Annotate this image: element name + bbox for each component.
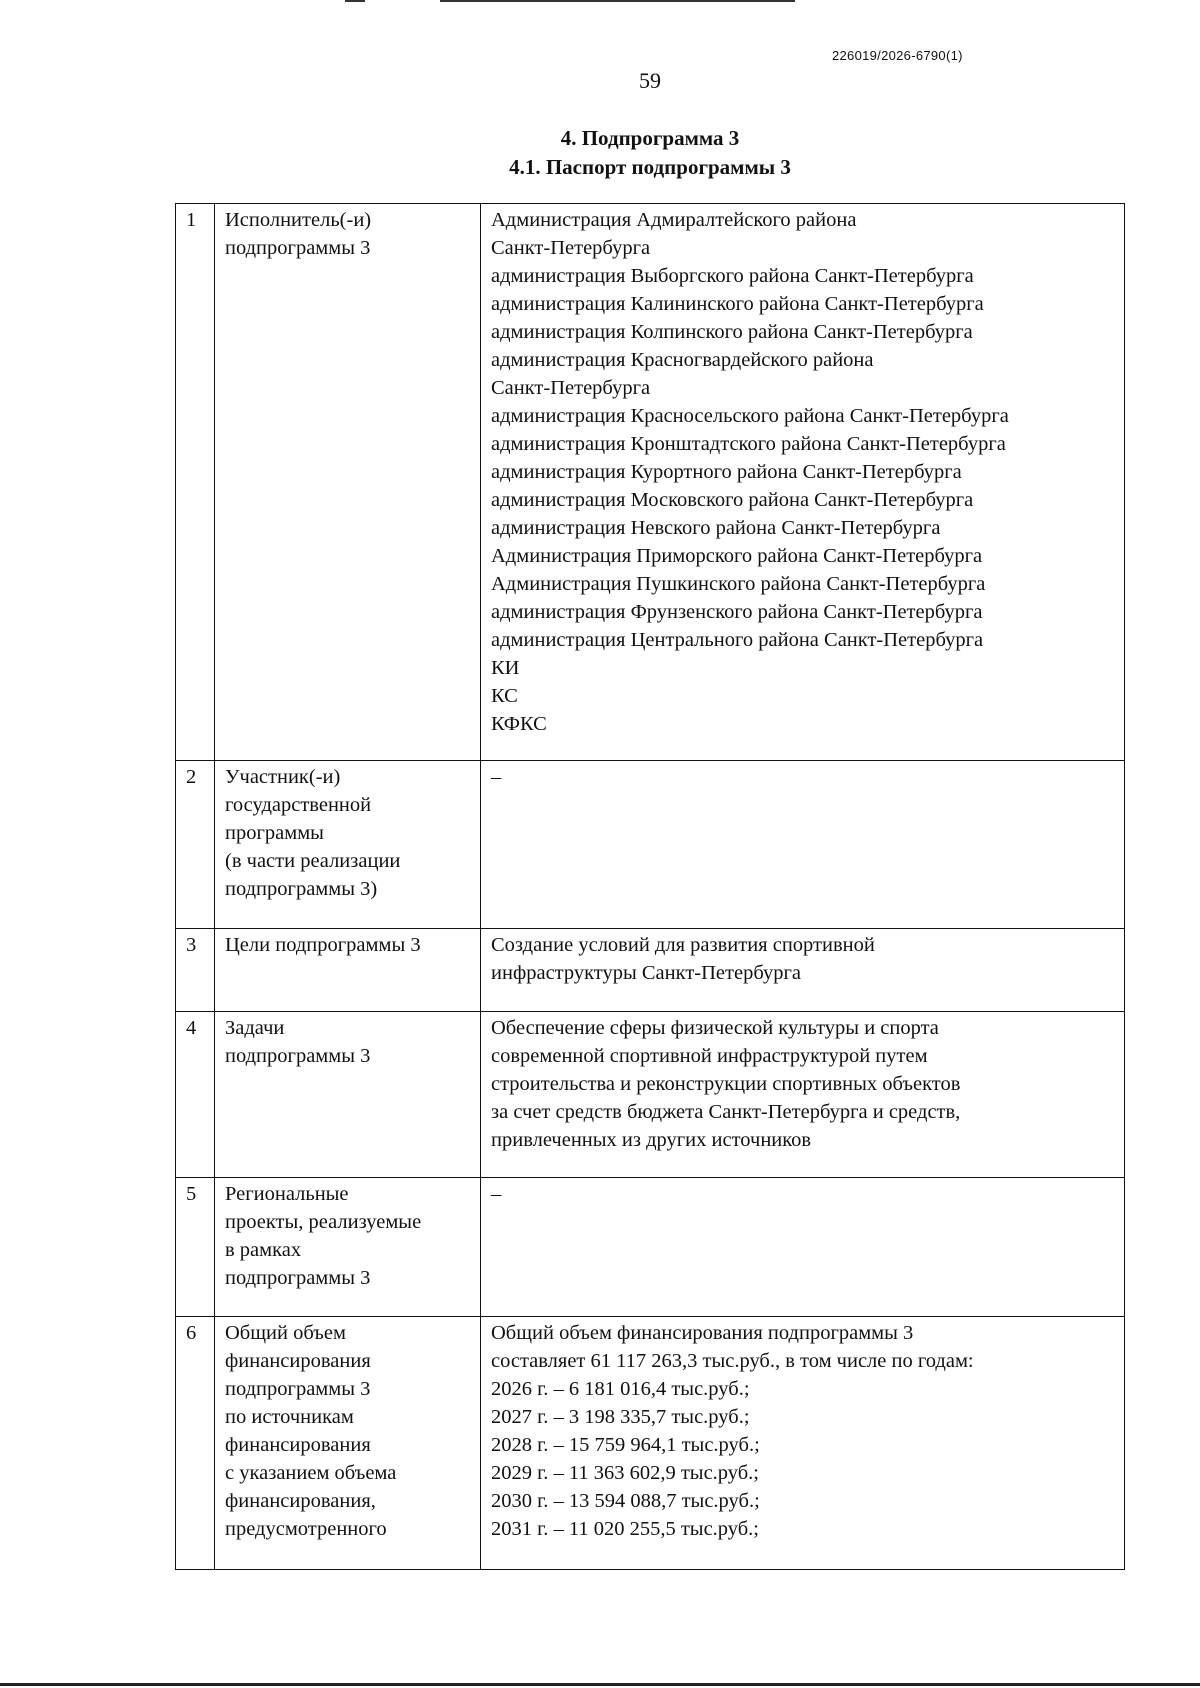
table-row — [176, 1178, 1125, 1317]
table-row — [176, 929, 1125, 1012]
row-value-line: 2030 г. – 13 594 088,7 тыс.руб.; — [491, 1490, 760, 1512]
row-value-line: современной спортивной инфраструктурой путем — [491, 1045, 928, 1067]
row-label — [215, 204, 481, 761]
row-value-line: Санкт-Петербурга — [491, 237, 651, 259]
row-value-line: строительства и реконструкции спортивных объектов — [491, 1073, 961, 1095]
row-value-line: составляет 61 117 263,3 тыс.руб., в том числе по годам: — [491, 1350, 974, 1372]
row-label-line: по источникам — [225, 1406, 354, 1428]
table-row — [176, 761, 1125, 929]
passport-table — [175, 203, 1125, 1570]
row-label-line: Общий объем — [225, 1322, 346, 1344]
row-value — [481, 204, 1125, 761]
row-value-line: администрация Курортного района Санкт-Петербурга — [491, 461, 962, 483]
row-label-line: подпрограммы 3 — [225, 1267, 371, 1289]
row-label-line: (в части реализации — [225, 850, 401, 872]
row-label-line: Региональные — [225, 1183, 349, 1205]
row-value-line: 2027 г. – 3 198 335,7 тыс.руб.; — [491, 1406, 750, 1428]
row-label-line: Исполнитель(-и) — [225, 209, 372, 231]
row-value — [481, 1178, 1125, 1317]
row-value-line: администрация Центрального района Санкт-Петербурга — [491, 629, 984, 651]
scan-edge-line — [440, 0, 795, 2]
row-number: 2 — [176, 761, 215, 929]
row-label-line: государственной — [225, 794, 372, 816]
row-label — [215, 1012, 481, 1178]
row-label-line: подпрограммы 3) — [225, 878, 378, 900]
row-value-line: КС — [491, 685, 518, 707]
row-value-line: КФКС — [491, 713, 547, 735]
row-label-line: Задачи — [225, 1017, 285, 1039]
row-label-line: предусмотренного — [225, 1518, 387, 1540]
row-number: 4 — [176, 1012, 215, 1178]
row-value-line: администрация Выборгского района Санкт-Петербурга — [491, 265, 974, 287]
row-number: 5 — [176, 1178, 215, 1317]
row-label-line: Цели подпрограммы 3 — [225, 934, 421, 956]
row-value-line: 2031 г. – 11 020 255,5 тыс.руб.; — [491, 1518, 760, 1540]
row-label-line: программы — [225, 822, 324, 844]
row-label-line: Участник(-и) — [225, 766, 341, 788]
row-label-line: с указанием объема — [225, 1462, 397, 1484]
row-value-line: администрация Красногвардейского района — [491, 349, 874, 371]
row-value-line: администрация Невского района Санкт-Петербурга — [491, 517, 941, 539]
row-value-line: Администрация Приморского района Санкт-Петербурга — [491, 545, 983, 567]
row-value-line: Санкт-Петербурга — [491, 377, 651, 399]
row-value-line: – — [491, 1183, 502, 1205]
row-number: 6 — [176, 1317, 215, 1570]
row-value-line: Администрация Пушкинского района Санкт-Петербурга — [491, 573, 986, 595]
table-row — [176, 1012, 1125, 1178]
row-label-line: финансирования — [225, 1350, 371, 1372]
row-label-line: подпрограммы 3 — [225, 1378, 371, 1400]
row-label — [215, 761, 481, 929]
row-value-line: – — [491, 766, 502, 788]
row-value-line: Администрация Адмиралтейского района — [491, 209, 857, 231]
document-id: 226019/2026-6790(1) — [832, 48, 963, 63]
row-label — [215, 1317, 481, 1570]
row-value-line: администрация Московского района Санкт-Петербурга — [491, 489, 974, 511]
page-number: 59 — [639, 68, 661, 93]
row-value-line: Общий объем финансирования подпрограммы 3 — [491, 1322, 914, 1344]
row-label-line: финансирования — [225, 1434, 371, 1456]
row-value-line: привлеченных из других источников — [491, 1129, 812, 1151]
row-value-line: Обеспечение сферы физической культуры и спорта — [491, 1017, 939, 1039]
row-value-line: Создание условий для развития спортивной — [491, 934, 875, 956]
table-row — [176, 1317, 1125, 1570]
row-value-line: инфраструктуры Санкт-Петербурга — [491, 962, 801, 984]
row-value-line: администрация Кронштадтского района Санкт-Петербурга — [491, 433, 1006, 455]
row-value-line: администрация Колпинского района Санкт-Петербурга — [491, 321, 973, 343]
passport-heading: 4.1. Паспорт подпрограммы 3 — [509, 155, 791, 179]
row-value-line: КИ — [491, 657, 520, 679]
row-label-line: проекты, реализуемые — [225, 1211, 422, 1233]
row-value-line: 2028 г. – 15 759 964,1 тыс.руб.; — [491, 1434, 760, 1456]
scan-edge-line — [0, 1683, 1200, 1686]
row-value — [481, 929, 1125, 1012]
row-value-line: 2029 г. – 11 363 602,9 тыс.руб.; — [491, 1462, 760, 1484]
row-value-line: администрация Калининского района Санкт-Петербурга — [491, 293, 984, 315]
row-number: 1 — [176, 204, 215, 761]
subprogram-heading: 4. Подпрограмма 3 — [560, 126, 740, 150]
row-number: 3 — [176, 929, 215, 1012]
row-value — [481, 1317, 1125, 1570]
table-row — [176, 204, 1125, 761]
row-value — [481, 1012, 1125, 1178]
row-label — [215, 929, 481, 1012]
row-value — [481, 761, 1125, 929]
row-label-line: финансирования, — [225, 1490, 376, 1512]
row-value-line: за счет средств бюджета Санкт-Петербурга и средств, — [491, 1101, 961, 1123]
scan-edge-line — [345, 0, 365, 2]
row-value-line: администрация Фрунзенского района Санкт-Петербурга — [491, 601, 983, 623]
row-value-line: администрация Красносельского района Санкт-Петербурга — [491, 405, 1009, 427]
row-label-line: подпрограммы 3 — [225, 237, 371, 259]
row-label-line: подпрограммы 3 — [225, 1045, 371, 1067]
section-title — [0, 124, 1200, 182]
row-label — [215, 1178, 481, 1317]
row-label-line: в рамках — [225, 1239, 302, 1261]
row-value-line: 2026 г. – 6 181 016,4 тыс.руб.; — [491, 1378, 750, 1400]
